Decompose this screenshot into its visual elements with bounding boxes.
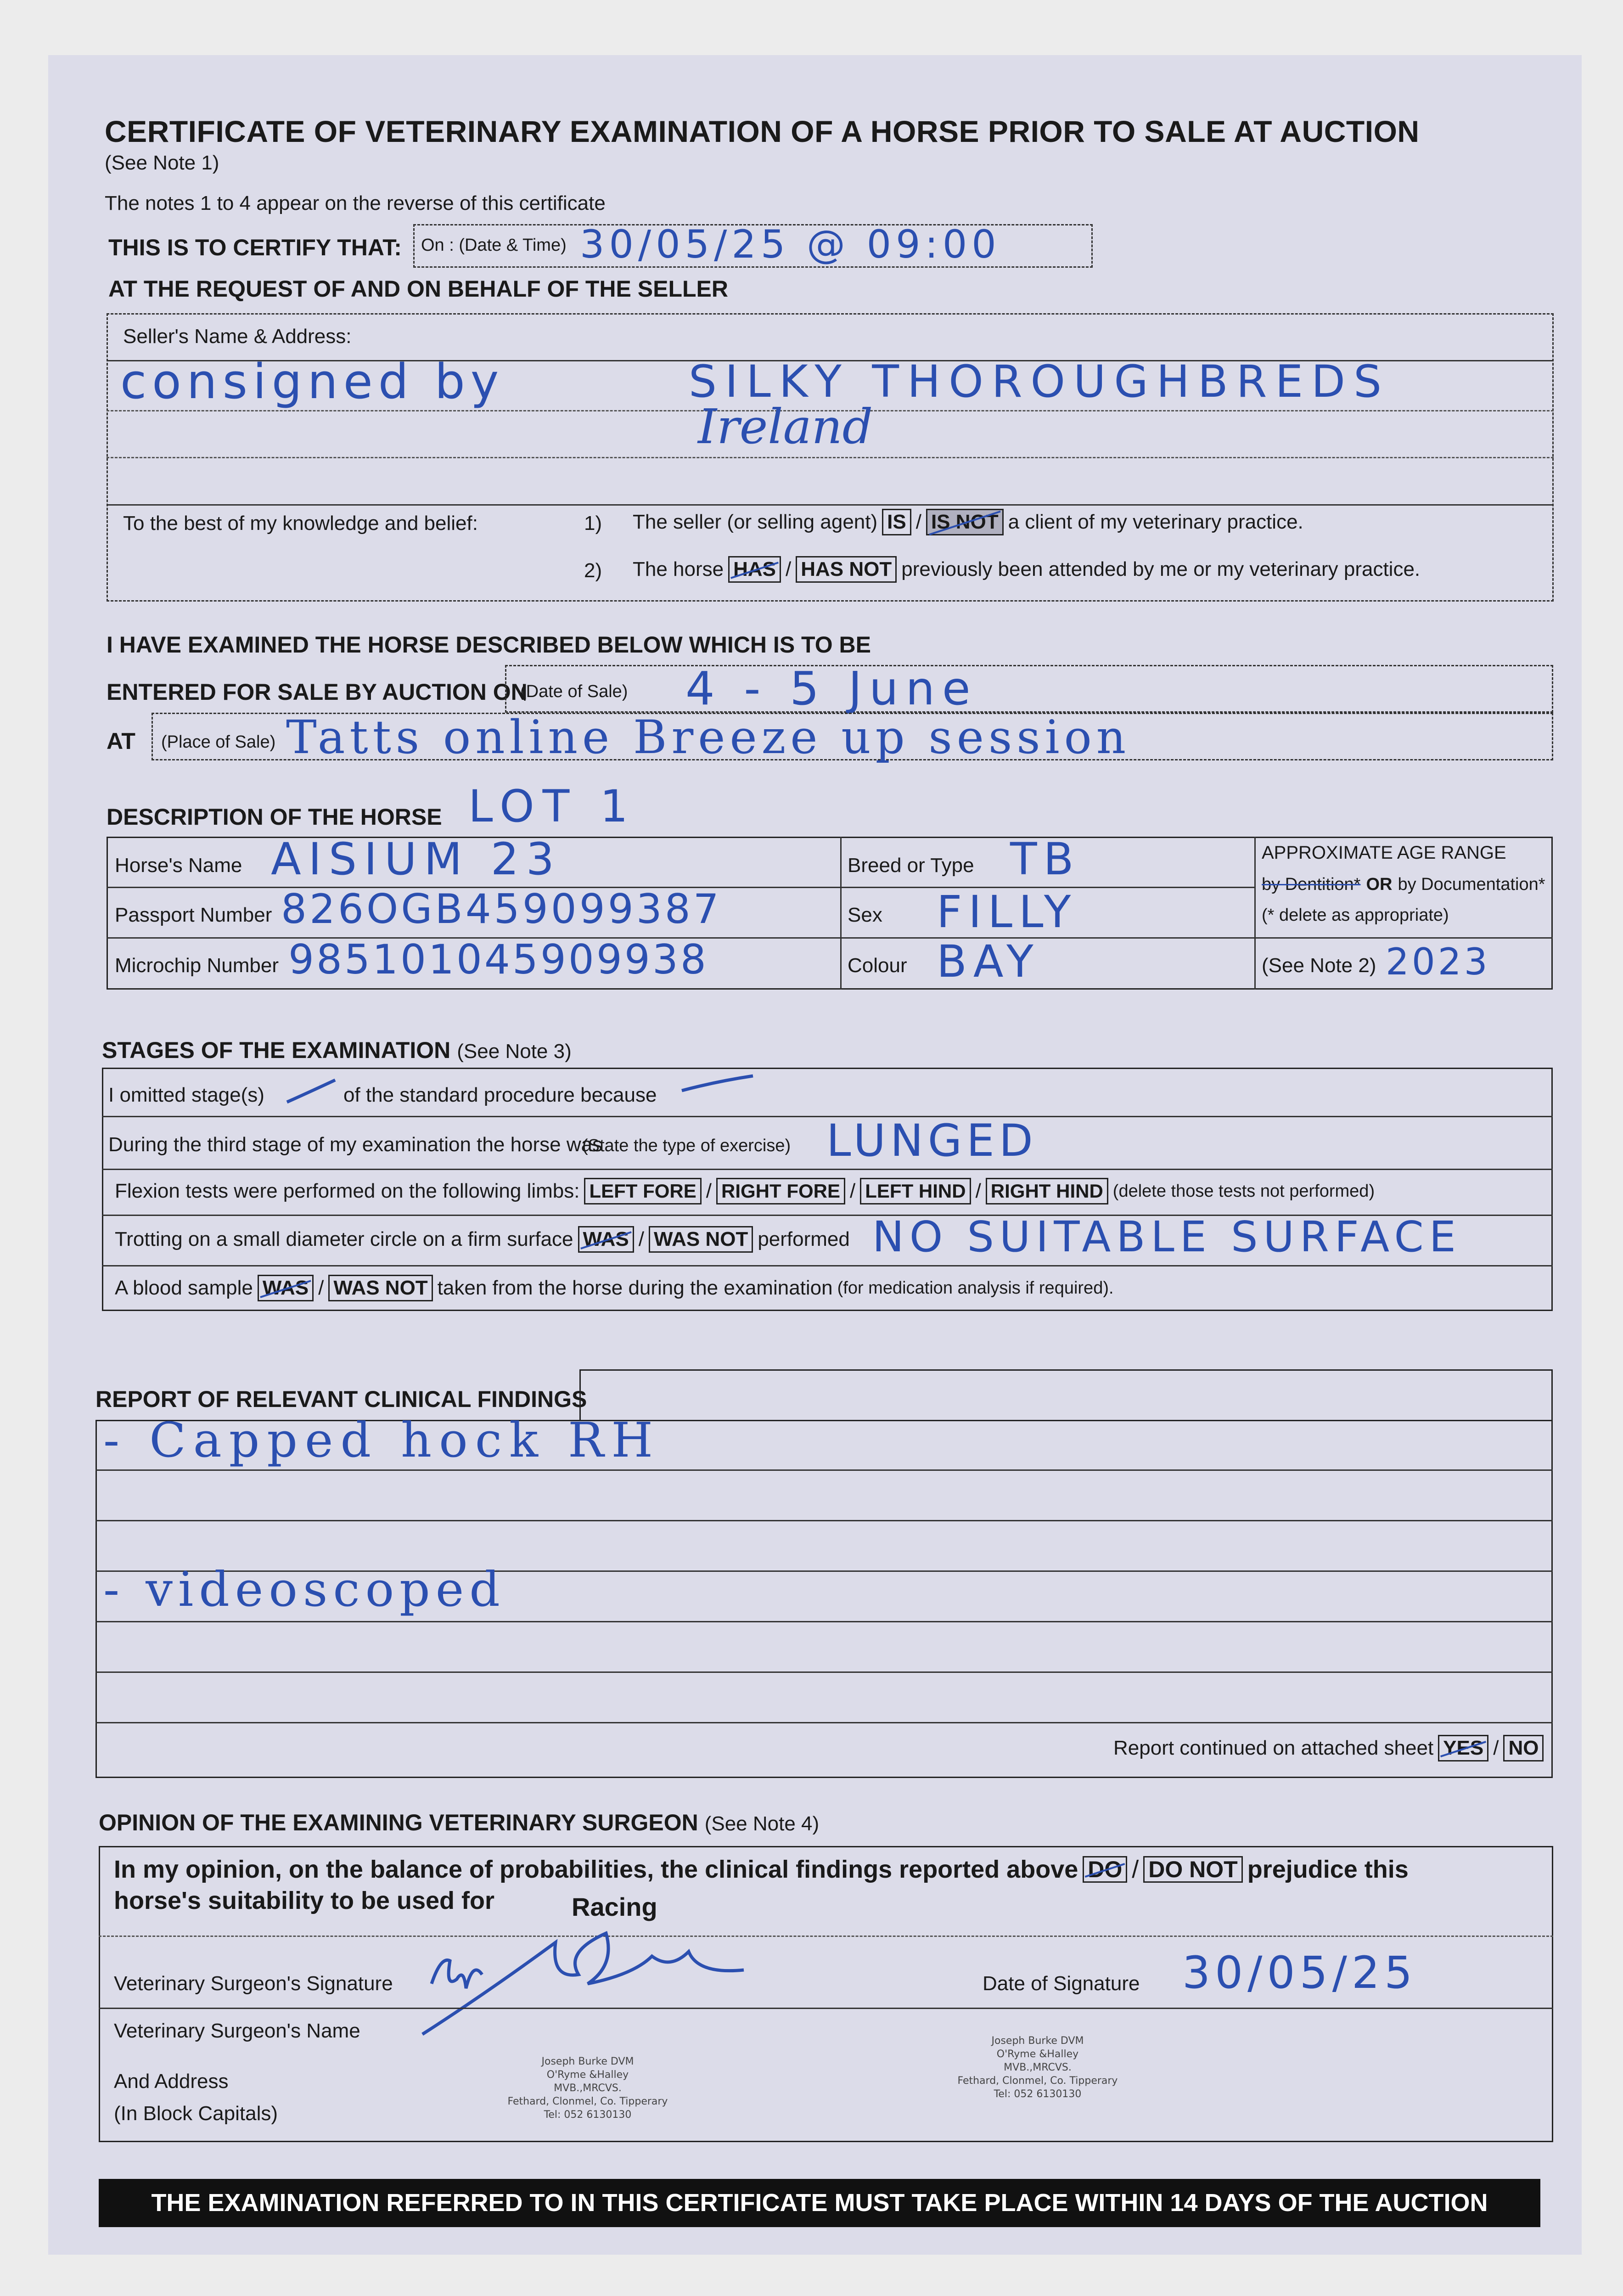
findings-heading: REPORT OF RELEVANT CLINICAL FINDINGS [95,1386,587,1412]
stages-heading: STAGES OF THE EXAMINATION [102,1037,451,1063]
separator: / [318,1277,324,1299]
colour-value[interactable]: BAY [937,936,1040,987]
stamp-line: Joseph Burke DVM [991,2035,1084,2047]
stamp-line: O'Ryme &Halley [996,2048,1079,2060]
knowledge-label: To the best of my knowledge and belief: [123,512,478,535]
opinion-text-row [114,1855,1409,1884]
knowledge-2-num: 2) [584,559,602,582]
date-time-value: 30/05/25 @ 09:00 [580,222,1001,267]
findings-line-4 [95,1621,1553,1622]
separator: / [915,511,921,533]
knowledge-2-post: previously been attended by me or my veterinary practice. [901,558,1421,580]
stamp-line: Tel: 052 6130130 [544,2109,632,2121]
opinion-heading: OPINION OF THE EXAMINING VETERINARY SURGEON [99,1810,698,1835]
age-range-title: APPROXIMATE AGE RANGE [1262,843,1506,863]
desc-col-line-2 [1254,837,1256,990]
opinion-heading-row [99,1809,819,1836]
seller-is-option[interactable]: IS [882,509,911,535]
continued-no-option[interactable]: NO [1503,1735,1544,1761]
horse-has-not-option[interactable]: HAS NOT [796,556,897,583]
signature-date-value[interactable]: 30/05/25 [1182,1947,1417,1998]
age-see-note: (See Note 2) [1262,954,1376,977]
seller-address[interactable]: Ireland [698,399,873,455]
separator: / [1493,1737,1499,1759]
date-time-label: On : (Date & Time) [421,236,567,255]
opinion-text-c: horse's suitability to be used for [114,1887,494,1914]
limb-left-fore[interactable]: LEFT FORE [584,1178,701,1204]
breed-value[interactable]: TB [1010,833,1080,885]
horse-name-value[interactable]: AISIUM 23 [271,833,562,885]
age-or-label: OR [1366,875,1393,894]
findings-heading-box [579,1369,1553,1420]
certify-label: THIS IS TO CERTIFY THAT: [108,235,402,260]
stamp-line: Tel: 052 6130130 [994,2088,1082,2100]
limb-right-fore[interactable]: RIGHT FORE [716,1178,845,1204]
finding-1: - Capped hock RH [103,1412,661,1468]
separator: / [975,1180,981,1202]
seller-line-2 [107,457,1554,458]
continued-yes-option[interactable]: YES [1438,1735,1488,1761]
stages-note: (See Note 3) [457,1040,572,1063]
separator: / [786,558,792,580]
opinion-note: (See Note 4) [704,1812,820,1835]
horse-name-label: Horse's Name [115,854,242,877]
knowledge-1-post: a client of my veterinary practice. [1008,511,1303,533]
knowledge-1-text: The seller (or selling agent) [633,511,878,533]
separator: / [706,1180,712,1202]
sex-value[interactable]: FILLY [937,886,1078,938]
omitted-dash-mark [285,1075,340,1107]
stamp-line: Fethard, Clonmel, Co. Tipperary [507,2096,668,2107]
signature-date-label: Date of Signature [983,1972,1140,1995]
stamp-line: Fethard, Clonmel, Co. Tipperary [957,2075,1118,2087]
omitted-label-b: of the standard procedure because [343,1084,657,1106]
third-stage-label: During the third stage of my examination the horse was [108,1133,603,1156]
flexion-row [115,1178,1375,1204]
omitted-label: I omitted stage(s) [108,1084,264,1106]
stamp-line: MVB.,MRCVS. [554,2082,622,2094]
knowledge-1-num: 1) [584,512,602,535]
third-stage-value[interactable]: LUNGED [826,1115,1038,1166]
trot-label: Trotting on a small diameter circle on a firm surface [115,1228,573,1250]
blood-note: (for medication analysis if required). [837,1278,1114,1298]
flexion-label: Flexion tests were performed on the following limbs: [115,1180,580,1202]
knowledge-2-text: The horse [633,558,724,580]
request-label: AT THE REQUEST OF AND ON BEHALF OF THE SELLER [108,276,728,302]
vet-stamp-left [496,2055,680,2122]
opinion-do-option[interactable]: DO [1083,1856,1127,1883]
seller-label: Seller's Name & Address: [123,325,352,348]
block-capitals-label: (In Block Capitals) [114,2102,278,2125]
separator: / [850,1180,856,1202]
stages-line-2 [102,1169,1553,1170]
vet-name-label: Veterinary Surgeon's Name [114,2020,360,2042]
stamp-line: O'Ryme &Halley [546,2069,629,2081]
microchip-label: Microchip Number [115,954,279,977]
sale-place-label: (Place of Sale) [161,732,276,752]
continued-row [1113,1735,1544,1761]
finding-2: - videoscoped [103,1561,505,1617]
desc-col-line-1 [840,837,842,990]
age-documentation-option[interactable]: by Documentation* [1398,875,1545,894]
blood-was-not-option[interactable]: WAS NOT [328,1275,432,1301]
signature-mark [413,1924,872,2043]
see-note-1: (See Note 1) [105,152,219,174]
horse-has-option[interactable]: HAS [728,556,781,583]
sale-place-value: Tatts online Breeze up session [286,710,1131,764]
opinion-line-2 [99,2008,1553,2009]
notes-line: The notes 1 to 4 appear on the reverse of this certificate [105,192,606,214]
sale-place-field[interactable] [152,710,1553,764]
seller-name[interactable]: SILKY THOROUGHBREDS [689,356,1390,407]
continued-label: Report continued on attached sheet [1113,1737,1434,1759]
knowledge-2-row [633,556,1420,583]
trot-row [115,1226,850,1253]
stamp-line: MVB.,MRCVS. [1004,2062,1072,2073]
separator: / [1132,1856,1139,1883]
sale-date-value: 4 - 5 June [685,662,978,715]
sale-date-label: (Date of Sale) [520,682,628,701]
trot-was-option[interactable]: WAS [578,1226,634,1253]
findings-line-6 [95,1722,1553,1723]
seller-is-not-option[interactable]: IS NOT [926,509,1004,535]
separator: / [638,1228,644,1250]
at-label: AT [107,728,135,754]
seller-consigned[interactable]: consigned by [120,354,505,410]
opinion-text-b: prejudice this [1247,1856,1409,1883]
date-time-field[interactable] [413,224,1093,268]
blood-post: taken from the horse during the examination [437,1277,833,1299]
stages-heading-row [102,1037,572,1064]
opinion-text-a: In my opinion, on the balance of probabilities, the clinical findings reported above [114,1856,1078,1883]
entered-label: ENTERED FOR SALE BY AUCTION ON [107,679,528,705]
vet-stamp-right [946,2034,1129,2101]
description-heading: DESCRIPTION OF THE HORSE [107,804,442,830]
blood-was-option[interactable]: WAS [258,1275,314,1301]
opinion-purpose[interactable]: Racing [572,1892,657,1921]
age-dentition-option[interactable]: by Dentition* [1262,875,1361,894]
microchip-value[interactable]: 985101045909938 [288,936,708,983]
footer-banner: THE EXAMINATION REFERRED TO IN THIS CERTIFICATE MUST TAKE PLACE WITHIN 14 DAYS OF THE AUCTION [99,2179,1540,2227]
age-options-row [1262,875,1545,895]
trot-value[interactable]: NO SUITABLE SURFACE [872,1212,1461,1261]
vet-address-label: And Address [114,2070,229,2093]
seller-line-3 [107,504,1554,506]
passport-label: Passport Number [115,904,272,926]
opinion-do-not-option[interactable]: DO NOT [1143,1856,1242,1883]
limb-right-hind[interactable]: RIGHT HIND [986,1178,1108,1204]
trot-performed: performed [758,1228,850,1250]
passport-value[interactable]: 826OGB459099387 [281,885,722,933]
sex-label: Sex [848,904,882,926]
blood-label: A blood sample [115,1277,253,1299]
findings-line-2 [95,1520,1553,1521]
sale-date-field[interactable] [505,662,1553,715]
examined-label: I HAVE EXAMINED THE HORSE DESCRIBED BELOW WHICH IS TO BE [107,632,871,658]
limb-left-hind[interactable]: LEFT HIND [860,1178,971,1204]
blood-row [115,1275,1114,1301]
stages-line-4 [102,1265,1553,1266]
findings-line-1 [95,1469,1553,1471]
flexion-note: (delete those tests not performed) [1112,1181,1375,1201]
knowledge-1-row [633,509,1303,535]
breed-label: Breed or Type [848,854,974,877]
colour-label: Colour [848,954,907,977]
age-value[interactable]: 2023 [1386,940,1490,983]
certificate-title: CERTIFICATE OF VETERINARY EXAMINATION OF A HORSE PRIOR TO SALE AT AUCTION [105,114,1420,148]
stamp-line: Joseph Burke DVM [541,2056,634,2067]
lot-number: LOT 1 [468,781,636,832]
trot-was-not-option[interactable]: WAS NOT [649,1226,753,1253]
third-stage-hint: (State the type of exercise) [582,1136,791,1155]
age-delete-note: (* delete as appropriate) [1262,906,1449,925]
signature-label: Veterinary Surgeon's Signature [114,1972,393,1995]
findings-line-5 [95,1671,1553,1673]
omitted-reason-mark [680,1072,758,1095]
